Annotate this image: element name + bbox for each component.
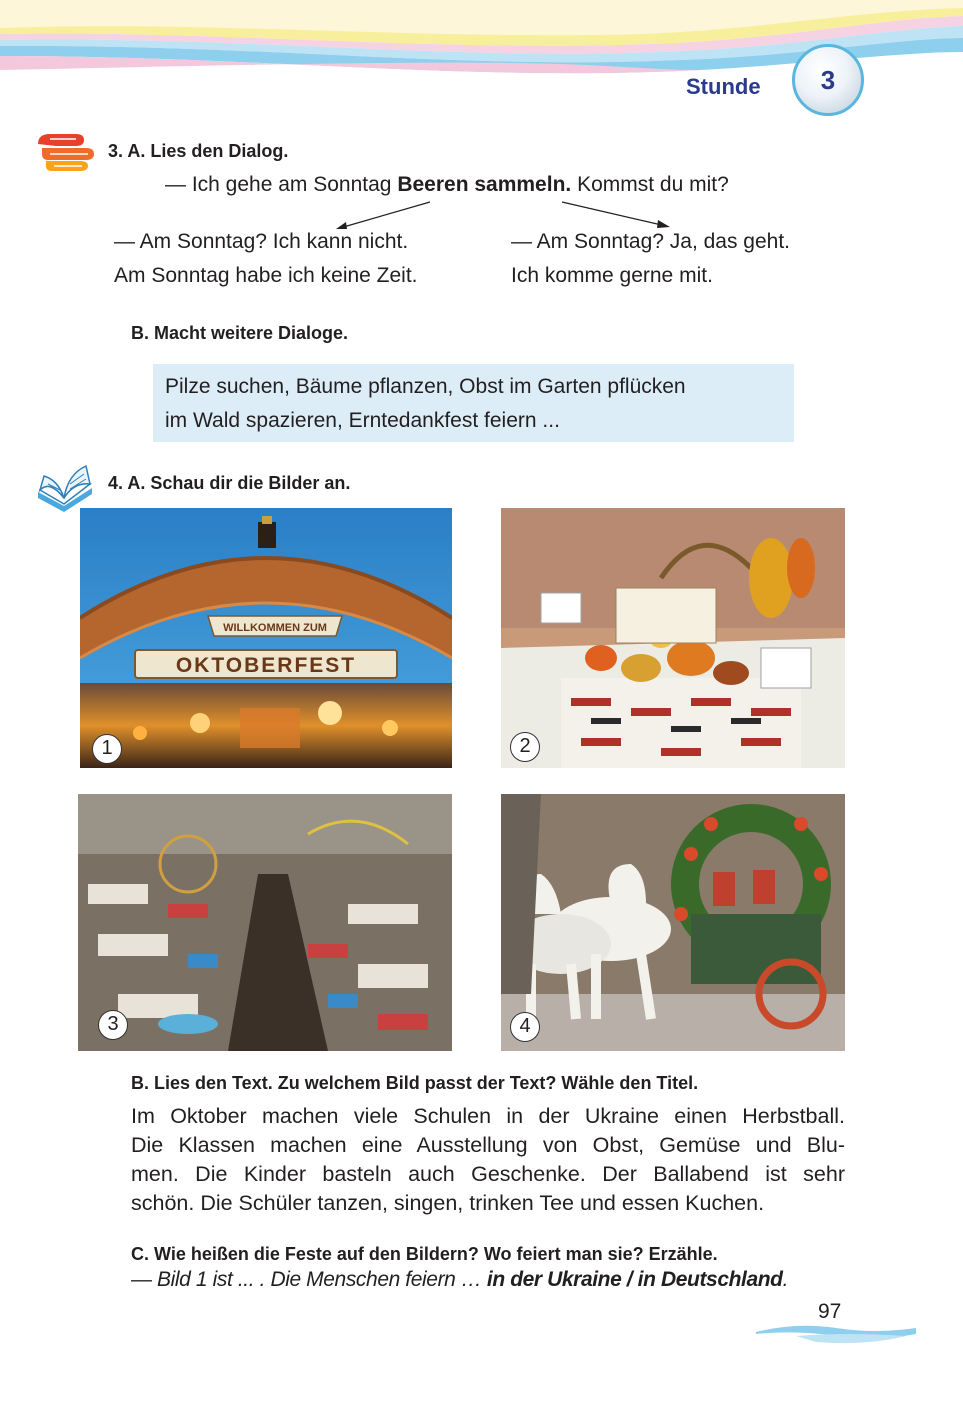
sign-willkommen: WILLKOMMEN ZUM <box>223 622 327 634</box>
dialog-question: — Ich gehe am Sonntag Beeren sammeln. Kommst du mit? <box>165 173 729 196</box>
picture-4-horse-parade <box>501 794 845 1051</box>
task3a-heading: 3. A. Lies den Dialog. <box>108 141 289 161</box>
answer-decline <box>114 225 418 293</box>
picture-number-2: 2 <box>510 732 540 762</box>
task3b-heading: B. Macht weitere Dialoge. <box>131 323 349 343</box>
example-answer: — Bild 1 ist ... . Die Menschen feiern … in der Ukraine / in Deutschland. <box>131 1268 789 1291</box>
reading-text-line: Im Oktober machen viele Schulen in der Ukraine einen Herbstball. <box>131 1104 845 1128</box>
lesson-number-badge: 3 <box>792 44 864 116</box>
picture-3-fairground-crowd <box>78 794 452 1051</box>
stunde-label: Stunde <box>686 74 761 99</box>
answer-accept <box>511 225 790 293</box>
reading-text-line: Die Klassen machen eine Ausstellung von Obst, Gemüse und Blu- <box>131 1133 845 1157</box>
hands-icon <box>36 130 96 174</box>
picture-number-1: 1 <box>92 734 122 764</box>
hint-line: im Wald spazieren, Erntedankfest feiern ... <box>165 409 560 432</box>
picture-number-4: 4 <box>510 1012 540 1042</box>
open-book-icon <box>34 462 96 514</box>
sign-oktoberfest: OKTOBERFEST <box>175 654 357 677</box>
answer-decline-line: — Am Sonntag? Ich kann nicht. <box>114 230 409 253</box>
page-number: 97 <box>818 1300 842 1323</box>
reading-text-line: men. Die Kinder basteln auch Geschenke. Der Ballabend ist sehr <box>131 1162 845 1186</box>
answer-accept-line: — Am Sonntag? Ja, das geht. <box>511 230 791 253</box>
task4a-heading: 4. A. Schau dir die Bilder an. <box>108 473 351 493</box>
picture-1-oktoberfest-gate <box>80 508 452 768</box>
hint-line: Pilze suchen, Bäume pflanzen, Obst im Garten pflücken <box>165 375 686 398</box>
picture-number-3: 3 <box>98 1010 128 1040</box>
phrase-hint-box <box>153 364 794 442</box>
picture-2-harvest-display <box>501 508 845 768</box>
reading-text-line: schön. Die Schüler tanzen, singen, trinken Tee und essen Kuchen. <box>131 1191 765 1215</box>
answer-accept-line: Ich komme gerne mit. <box>511 264 713 287</box>
reading-text <box>131 1102 845 1218</box>
task4b-heading: B. Lies den Text. Zu welchem Bild passt der Text? Wähle den Titel. <box>131 1073 699 1093</box>
footer-wave <box>756 1320 916 1346</box>
task4c-heading: C. Wie heißen die Feste auf den Bildern? Wo feiert man sie? Erzähle. <box>131 1244 718 1264</box>
answer-decline-line: Am Sonntag habe ich keine Zeit. <box>114 264 418 287</box>
